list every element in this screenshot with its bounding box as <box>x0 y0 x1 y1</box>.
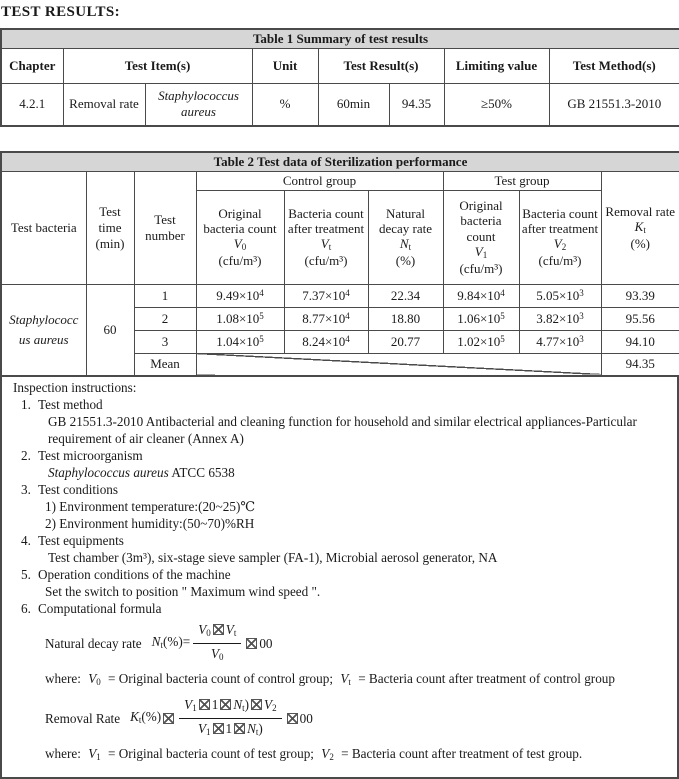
removal-rate-formula: Removal Rate $K_t(\%)$ $\frac{V_1 1 N_t) V_2}{V_1 1 N_t)}$ 00 <box>45 696 667 741</box>
summary-table <box>0 28 679 127</box>
table1-header-unit: Unit <box>252 49 318 84</box>
sterilization-table <box>0 151 679 378</box>
instruction-item-2: 2. Test microorganism <box>21 448 143 463</box>
table1-header-test-items: Test Item(s) <box>63 49 252 84</box>
environment-temperature-line: 1) Environment temperature:(20~25)℃ <box>45 499 256 514</box>
decay-where-line: where: $V_0$ = Original bacteria count of control group; $V_t$ = Bacteria count after treatment of control group <box>45 671 615 687</box>
table2-header-v1: Original bacteria count $V_1$ (cfu/m³) <box>443 190 519 284</box>
test-time-value: 60 <box>86 284 134 376</box>
table2-header-v0: Original bacteria count $V_0$ (cfu/m³) <box>196 190 284 284</box>
table1-title: Table 1 Summary of test results <box>1 29 679 49</box>
instruction-item-4: 4. Test equipments <box>21 533 124 548</box>
removal-rate-label: Removal rate <box>605 203 676 219</box>
natural-decay-rate-formula: Natural decay rate $N_t(\%)=$ $\frac{V_0 V_t}{V_0}$ 00 <box>45 621 667 666</box>
v1-value: $1.02\times 10^5$ <box>443 330 519 353</box>
v2-value: $3.82\times 10^3$ <box>519 307 601 330</box>
v0-value: $9.49\times 10^4$ <box>196 284 284 307</box>
mean-label: Mean <box>134 353 196 376</box>
instruction-item-4-body: Test chamber (3m³), six-stage sieve sampler (FA-1), Microbial aerosol generator, NA <box>48 550 498 565</box>
test-bacteria-value: Staphylococcus aureus <box>1 284 86 376</box>
missing-glyph-icon <box>213 624 224 635</box>
table2-header-nt: Natural decay rate $N_t$ (%) <box>368 190 443 284</box>
removal-rate-unit: (%) <box>630 235 650 251</box>
missing-glyph-icon <box>163 713 174 724</box>
missing-glyph-icon <box>246 638 257 649</box>
table1-limit-value: ≥50% <box>444 84 549 126</box>
v2-value: $5.05\times 10^3$ <box>519 284 601 307</box>
table1-header-test-results: Test Result(s) <box>318 49 444 84</box>
removal-lhs: $K_t(\%)$ <box>130 709 162 725</box>
removal-fraction: $\frac{V_1 1 N_t) V_2}{V_1 1 N_t)}$ <box>179 696 281 741</box>
k-value: 94.10 <box>601 330 679 353</box>
page-title: TEST RESULTS: <box>1 4 121 20</box>
v1-value: $9.84\times 10^4$ <box>443 284 519 307</box>
table2-title: Table 2 Test data of Sterilization performance <box>1 152 679 172</box>
table1-chapter-value: 4.2.1 <box>1 84 63 126</box>
k-value: 93.39 <box>601 284 679 307</box>
instruction-item-1: 1. Test method <box>21 397 103 412</box>
vt-value: $8.24\times 10^4$ <box>284 330 368 353</box>
environment-humidity-line: 2) Environment humidity:(50~70)%RH <box>45 516 255 531</box>
missing-glyph-icon <box>213 723 224 734</box>
instruction-item-1-body: GB 21551.3-2010 Antibacterial and cleaning function for household and similar electrical appliances-Particular requirement of air cleaner (Annex A) <box>48 414 637 446</box>
table2-header-test-group: Test group <box>443 171 601 190</box>
v1-value: $1.06\times 10^5$ <box>443 307 519 330</box>
missing-glyph-icon <box>234 723 245 734</box>
mean-value: 94.35 <box>601 353 679 376</box>
table1-duration-value: 60min <box>318 84 389 126</box>
missing-glyph-icon <box>220 699 231 710</box>
inspection-instructions-box <box>0 376 679 779</box>
v0-value: $1.08\times 10^5$ <box>196 307 284 330</box>
table2-header-control-group: Control group <box>196 171 443 190</box>
test-number: 2 <box>134 307 196 330</box>
table1-organism-value: Staphylococcus aureus <box>145 84 252 126</box>
table1-result-value: 94.35 <box>389 84 444 126</box>
table1-method-value: GB 21551.3-2010 <box>549 84 679 126</box>
missing-glyph-icon <box>287 713 298 724</box>
vt-value: $8.77\times 10^4$ <box>284 307 368 330</box>
v2-value: $4.77\times 10^3$ <box>519 330 601 353</box>
decay-fraction: $\frac{V_0 V_t}{V_0}$ <box>193 621 241 666</box>
removal-rate-symbol: $K_t$ <box>634 219 646 236</box>
v0-value: $1.04\times 10^5$ <box>196 330 284 353</box>
vt-value: $7.37\times 10^4$ <box>284 284 368 307</box>
instruction-item-3: 3. Test conditions <box>21 482 119 497</box>
table2-header-time: Test time (min) <box>86 171 134 284</box>
table2-group-row <box>1 171 679 190</box>
table1-header-limiting-value: Limiting value <box>444 49 549 84</box>
instruction-item-6: 6. Computational formula <box>21 601 162 616</box>
table1-header-chapter: Chapter <box>1 49 63 84</box>
table2-row-1 <box>1 284 679 307</box>
nt-value: 18.80 <box>368 307 443 330</box>
missing-glyph-icon <box>251 699 262 710</box>
nt-value: 22.34 <box>368 284 443 307</box>
table2-header-removal-rate <box>601 171 679 284</box>
table1-item-value: Removal rate <box>63 84 145 126</box>
table1-header-row <box>1 49 679 84</box>
instructions-heading: Inspection instructions: <box>13 380 137 395</box>
table2-header-vt: Bacteria count after treatment $V_t$ (cfu/m³) <box>284 190 368 284</box>
k-value: 95.56 <box>601 307 679 330</box>
instruction-item-5-body: Set the switch to position " Maximum wind speed ". <box>45 584 321 599</box>
table2-header-number: Test number <box>134 171 196 284</box>
diagonal-strikethrough-cell <box>196 353 601 376</box>
table2-title-row <box>1 152 679 172</box>
table1-unit-value: % <box>252 84 318 126</box>
table1-data-row <box>1 84 679 126</box>
instruction-item-2-body: Staphylococcus aureus ATCC 6538 <box>48 465 235 480</box>
test-number: 1 <box>134 284 196 307</box>
decay-lhs: $N_t(\%)=$ <box>151 634 191 650</box>
table2-header-bacteria: Test bacteria <box>1 171 86 284</box>
nt-value: 20.77 <box>368 330 443 353</box>
instruction-item-5: 5. Operation conditions of the machine <box>21 567 231 582</box>
table1-title-row <box>1 29 679 49</box>
table1-header-test-methods: Test Method(s) <box>549 49 679 84</box>
missing-glyph-icon <box>199 699 210 710</box>
removal-where-line: where: $V_1$ = Original bacteria count of test group; $V_2$ = Bacteria count after treatment of test group. <box>45 746 583 762</box>
table2-header-v2: Bacteria count after treatment $V_2$ (cfu/m³) <box>519 190 601 284</box>
test-number: 3 <box>134 330 196 353</box>
